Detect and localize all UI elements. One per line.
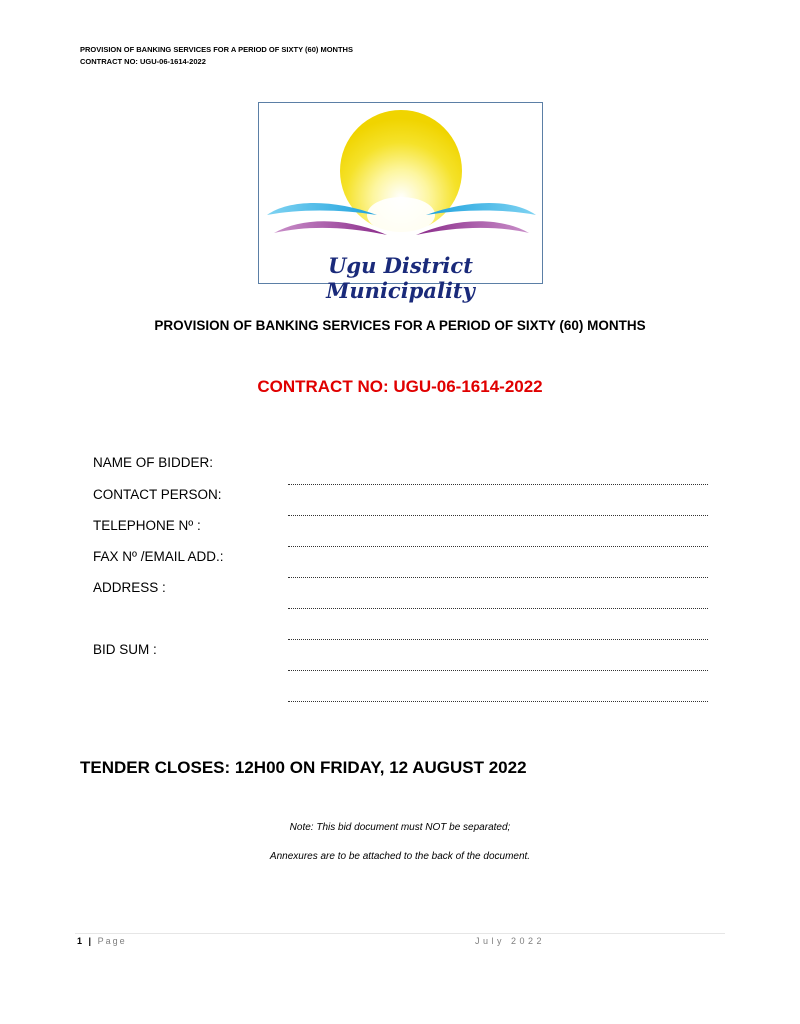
contract-number: CONTRACT NO: UGU-06-1614-2022 xyxy=(257,377,543,396)
footer-divider xyxy=(75,933,725,934)
address-label: ADDRESS : xyxy=(93,580,166,595)
fill-in-line[interactable] xyxy=(288,484,708,485)
note-separated: Note: This bid document must NOT be separated; xyxy=(289,822,511,833)
running-header-title: PROVISION OF BANKING SERVICES FOR A PERIOD OF SIXTY (60) MONTHS xyxy=(80,45,353,54)
tender-closes-heading: TENDER CLOSES: 12H00 ON FRIDAY, 12 AUGUST 2022 xyxy=(80,758,527,777)
fill-in-line[interactable] xyxy=(288,546,708,547)
ugu-logo xyxy=(258,102,543,303)
contact-person-label: CONTACT PERSON: xyxy=(93,487,222,502)
fill-in-line[interactable] xyxy=(288,608,708,609)
logo-text: Ugu District Municipality xyxy=(326,253,475,303)
running-header-contract: CONTRACT NO: UGU-06-1614-2022 xyxy=(80,57,206,66)
fill-in-line[interactable] xyxy=(288,670,708,671)
telephone-label: TELEPHONE Nº : xyxy=(93,518,201,533)
document-title: PROVISION OF BANKING SERVICES FOR A PERIOD OF SIXTY (60) MONTHS xyxy=(154,318,646,333)
fill-in-line[interactable] xyxy=(288,577,708,578)
fill-in-line[interactable] xyxy=(288,639,708,640)
fill-in-line[interactable] xyxy=(288,701,708,702)
page-number-value: 1 xyxy=(77,936,85,946)
bid-sum-label: BID SUM : xyxy=(93,642,157,657)
footer-date: July 2022 xyxy=(475,936,546,946)
note-annexures: Annexures are to be attached to the back of the document. xyxy=(269,851,531,862)
fill-in-line[interactable] xyxy=(288,515,708,516)
name-of-bidder-label: NAME OF BIDDER: xyxy=(93,455,214,470)
fax-email-label: FAX Nº /EMAIL ADD.: xyxy=(93,549,224,564)
page-number: 1 | Page xyxy=(77,936,127,946)
page-label: Page xyxy=(97,936,127,946)
